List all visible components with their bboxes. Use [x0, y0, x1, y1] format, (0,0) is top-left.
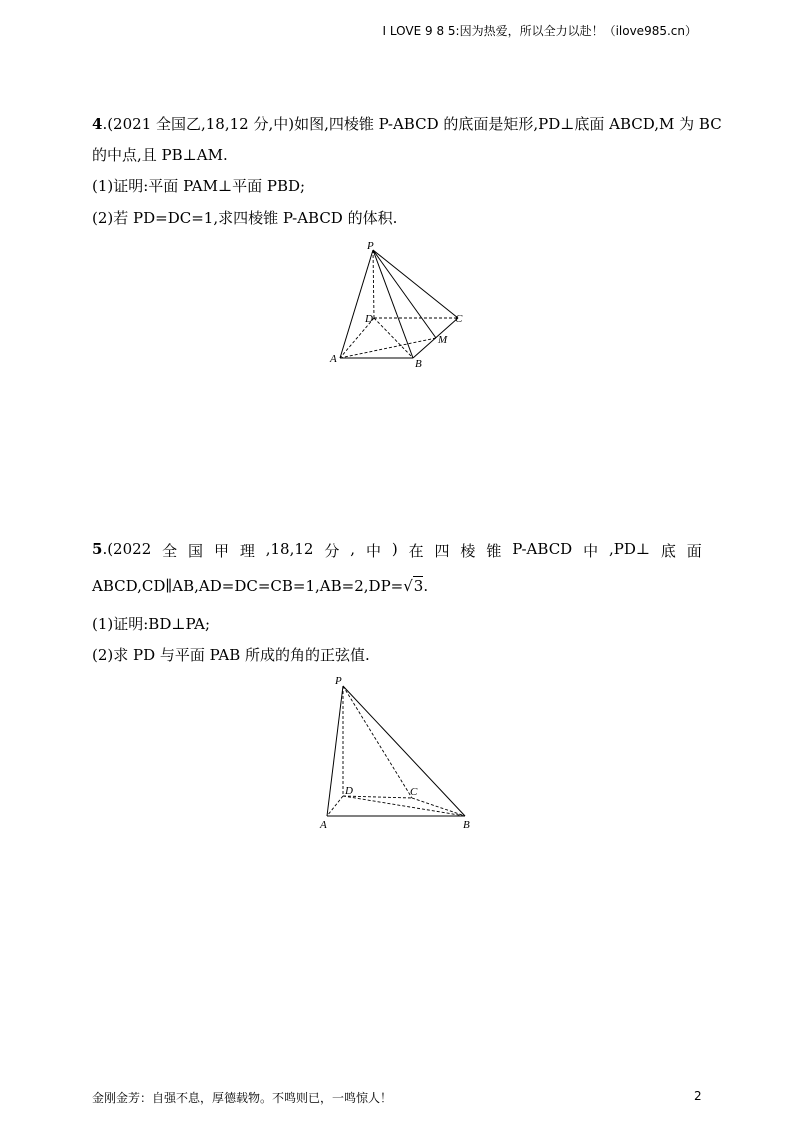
fig5-label-d: D [345, 785, 353, 797]
problem-4-statement: .(2021 全国乙,18,12 分,中)如图,四棱锥 P-ABCD 的底面是矩形,PD⊥底面 ABCD,M 为 BC [102, 115, 722, 133]
problem-5-word: ,18,12 [265, 540, 314, 558]
problem-5-word: 理 [239, 542, 255, 560]
problem-5-period: . [423, 577, 429, 595]
fig4-label-b: B [415, 358, 422, 370]
problem-5-part-2: (2)求 PD 与平面 PAB 所成的角的正弦值. [92, 646, 370, 664]
fig5-label-b: B [463, 819, 470, 831]
problem-5-word: , [350, 540, 356, 558]
problem-5-conditions: ABCD,CD∥AB,AD=DC=CB=1,AB=2,DP= [92, 577, 404, 595]
page-header: I LOVE 9 8 5:因为热爱，所以全力以赴！（ilove985.cn） [382, 24, 697, 38]
problem-4-line-2: 的中点,且 PB⊥AM. [92, 146, 228, 164]
problem-5-word: 四 [434, 542, 450, 560]
fig5-label-a: A [320, 819, 327, 831]
fig5-label-c: C [410, 786, 418, 798]
problem-5-word: 国 [188, 542, 204, 560]
problem-5-word: ,PD⊥ [609, 540, 650, 558]
problem-5-word: 锥 [486, 542, 502, 560]
problem-5-part-1: (1)证明:BD⊥PA; [92, 615, 211, 633]
problem-5-line-2: ABCD,CD∥AB,AD=DC=CB=1,AB=2,DP=√3. [92, 577, 429, 595]
fig4-label-p: P [367, 240, 374, 252]
problem-5-word: 棱 [460, 542, 476, 560]
problem-5-word: P-ABCD [512, 540, 573, 558]
fig5-label-p: P [335, 675, 342, 687]
problem-4-part-2: (2)若 PD=DC=1,求四棱锥 P-ABCD 的体积. [92, 209, 398, 227]
problem-5-word: .(2022 [102, 540, 152, 558]
problem-5-word: 分 [324, 542, 340, 560]
footer-motto: 金刚金芳：自强不息，厚德载物。不鸣则已，一鸣惊人！ [92, 1091, 393, 1105]
problem-5-word: 在 [408, 542, 424, 560]
fig4-label-d: D [365, 313, 373, 325]
fig4-label-m: M [438, 334, 448, 346]
problem-5-word: 底 [660, 542, 676, 560]
problem-4-part-1: (1)证明:平面 PAM⊥平面 PBD; [92, 177, 306, 195]
problem-5-word: 面 [686, 542, 702, 560]
problem-5-word: 中 [365, 542, 381, 560]
problem-5-word: 甲 [213, 542, 229, 560]
problem-4-number: 4 [92, 115, 103, 133]
problem-5-number: 5 [92, 540, 103, 558]
problem-5-sqrt-value: 3 [413, 577, 424, 595]
fig4-label-a: A [330, 353, 337, 365]
page-number: 2 [694, 1089, 702, 1103]
problem-5-word: 全 [162, 542, 178, 560]
problem-5-word: 中 [583, 542, 599, 560]
problem-5-word: ) [391, 540, 398, 558]
fig4-label-c: C [455, 313, 463, 325]
